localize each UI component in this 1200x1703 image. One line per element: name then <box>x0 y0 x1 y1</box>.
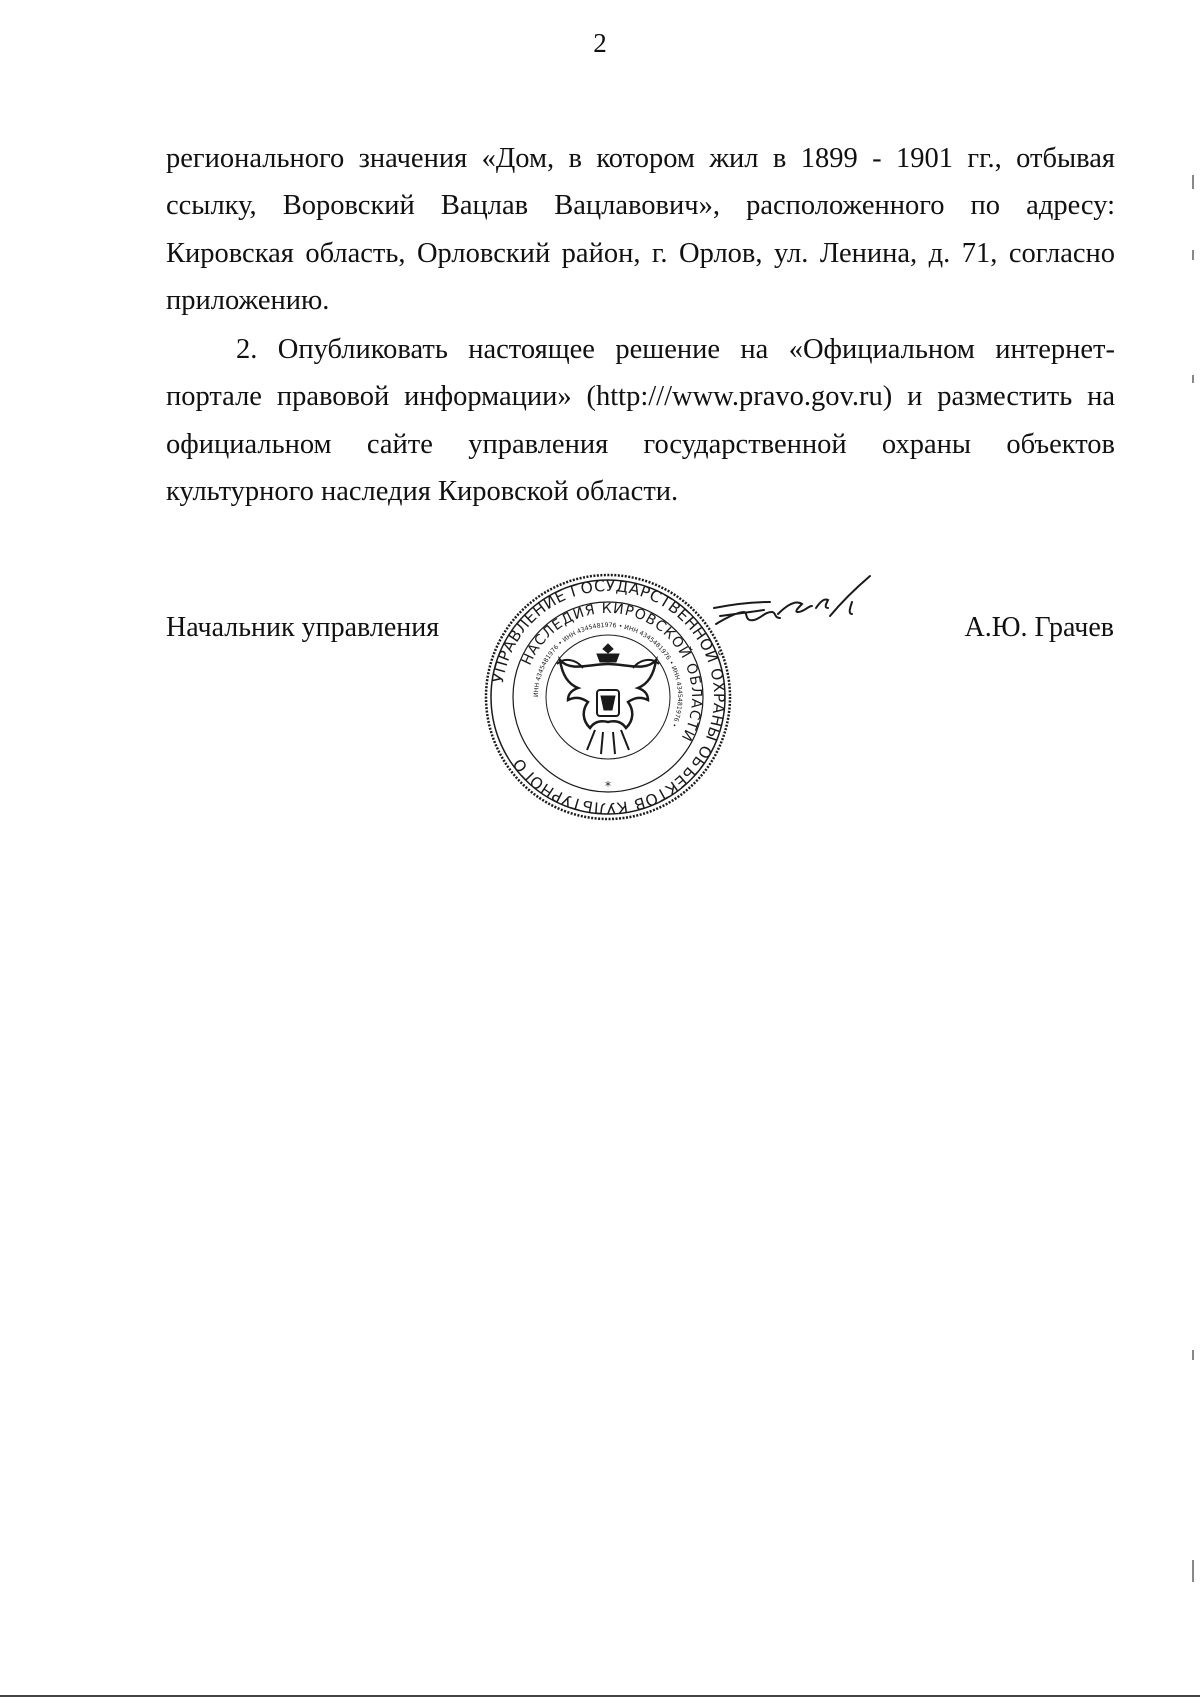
page-number: 2 <box>593 28 607 58</box>
svg-text:*: * <box>605 779 611 793</box>
stamp-outer-text: УПРАВЛЕНИЕ ГОСУДАРСТВЕННОЙ ОХРАНЫ ОБЪЕКТОВ КУЛЬТУРНОГО <box>488 576 729 818</box>
document-body <box>166 135 1115 515</box>
scan-edge-mark <box>1192 375 1194 383</box>
scan-bottom-edge <box>0 1695 1200 1697</box>
scan-edge-mark <box>1192 1560 1194 1582</box>
paragraph-1: регионального значения «Дом, в котором жил в 1899 - 1901 гг., отбывая ссылку, Воровский Вацлав Вацлавович», расположенного по адресу: Кировская область, Орловский район, г. Орлов, ул. Ленина, д. 71, согласно приложению. <box>166 143 1115 316</box>
svg-text:ИНН 4345481976 • ИНН 434548197 <box>533 622 683 728</box>
handwritten-signature <box>712 572 892 652</box>
paragraph-2: 2. Опубликовать настоящее решение на «Официальном интернет-портале правовой информации» (http:///www.pravo.gov.ru) и разместить на официальном сайте управления государственной охраны объектов культурного наследия Кировской области. <box>166 334 1115 508</box>
star-icon <box>605 779 611 793</box>
scan-edge-mark <box>1192 175 1194 189</box>
scan-edge-mark <box>1192 250 1194 260</box>
signature-block <box>0 572 1200 892</box>
stamp-inn-ring: ИНН 4345481976 • ИНН 4345481976 • ИНН 4345481976 • ИНН 4345481976 • <box>532 621 684 729</box>
scan-edge-mark <box>1192 1350 1194 1360</box>
signer-title: Начальник управления <box>166 612 440 643</box>
stamp-inner-text: НАСЛЕДИЯ КИРОВСКОЙ ОБЛАСТИ <box>518 600 705 745</box>
signer-name: А.Ю. Грачев <box>964 612 1114 643</box>
official-stamp <box>483 572 733 822</box>
double-headed-eagle-icon <box>557 644 659 754</box>
